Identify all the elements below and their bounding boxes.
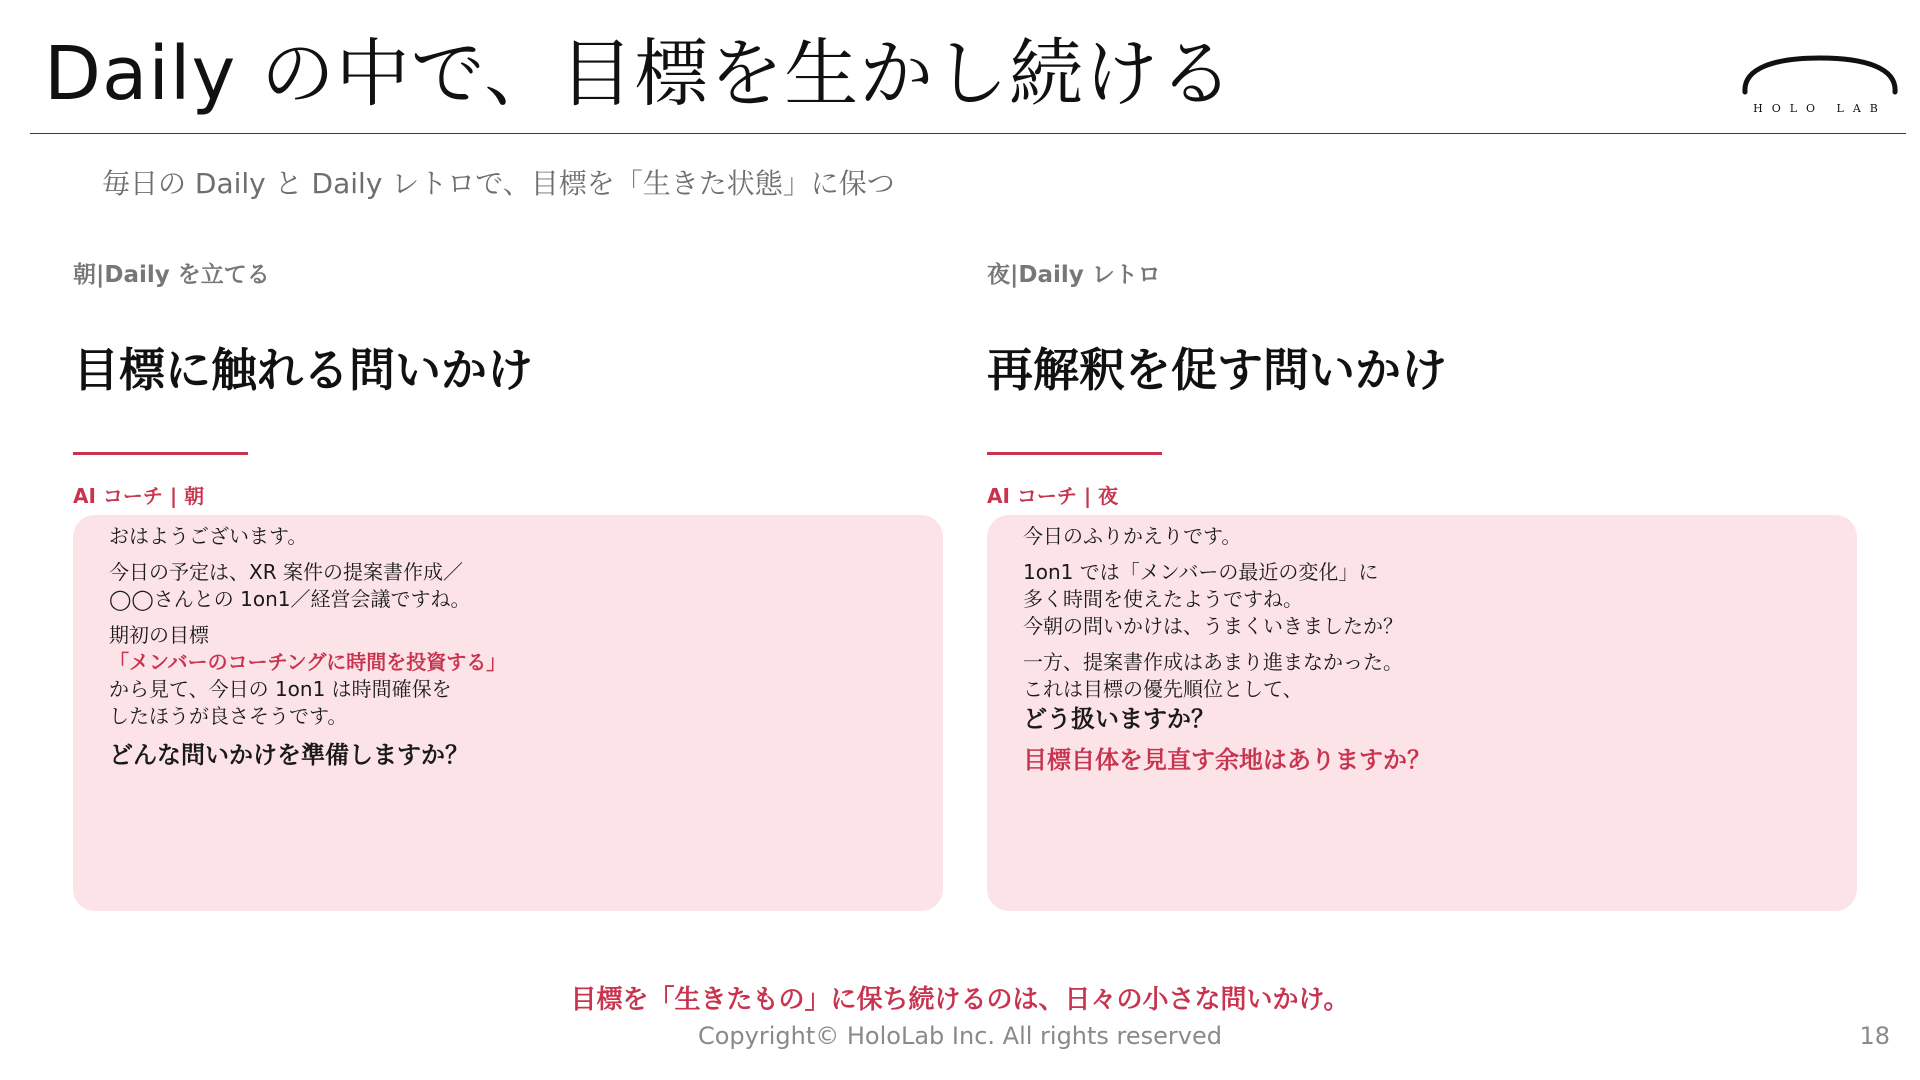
evening-panel-label: 夜|Daily レトロ <box>987 262 1161 288</box>
morning-panel-label: 朝|Daily を立てる <box>73 262 270 288</box>
coach-line: おはようございます。 <box>109 524 308 548</box>
evening-panel <box>987 258 1857 911</box>
evening-coach-card <box>987 515 1857 911</box>
slide-subtitle: 毎日の Daily と Daily レトロで、目標を「生きた状態」に保つ <box>102 167 895 200</box>
coach-highlight-goal: 「メンバーのコーチングに時間を投資する」 <box>109 650 507 674</box>
coach-line: から見て、今日の 1on1 は時間確保を <box>109 677 452 701</box>
morning-panel <box>73 258 943 911</box>
coach-line: 今朝の問いかけは、うまくいきましたか？ <box>1023 614 1403 638</box>
morning-coach-card <box>73 515 943 911</box>
logo-arc-icon <box>1735 52 1905 102</box>
coach-line: 期初の目標 <box>109 623 209 647</box>
coach-line: 多く時間を使えたようですね。 <box>1023 587 1303 611</box>
page-number: 18 <box>1859 1022 1890 1050</box>
morning-panel-heading: 目標に触れる問いかけ <box>73 343 533 397</box>
coach-line: 1on1 では「メンバーの最近の変化」に <box>1023 560 1379 584</box>
evening-coach-label: AI コーチ | 夜 <box>987 484 1119 508</box>
coach-question-highlight: 目標自体を見直す余地はありますか？ <box>1023 746 1431 774</box>
coach-line: 一方、提案書作成はあまり進まなかった。 <box>1023 650 1403 674</box>
title-divider <box>30 133 1906 134</box>
evening-accent-rule <box>987 452 1162 455</box>
coach-line: 今日の予定は、XR 案件の提案書作成／ <box>109 560 463 584</box>
evening-panel-heading: 再解釈を促す問いかけ <box>987 343 1447 397</box>
morning-accent-rule <box>73 452 248 455</box>
coach-question: どんな問いかけを準備しますか？ <box>109 741 469 769</box>
coach-question: どう扱いますか？ <box>1023 705 1215 733</box>
footer-message: 目標を「生きたもの」に保ち続けるのは、日々の小さな問いかけ。 <box>570 985 1350 1015</box>
morning-coach-label: AI コーチ | 朝 <box>73 484 205 508</box>
slide-title: Daily の中で、目標を生かし続ける <box>44 31 1235 117</box>
coach-line: 今日のふりかえりです。 <box>1023 524 1242 548</box>
coach-line: これは目標の優先順位として、 <box>1023 677 1303 701</box>
copyright: Copyright© HoloLab Inc. All rights reserved <box>697 1022 1222 1050</box>
coach-line: ◯◯さんとの 1on1／経営会議ですね。 <box>109 587 471 611</box>
coach-line: したほうが良さそうです。 <box>109 704 348 728</box>
logo-text: HOLO LAB <box>1753 102 1887 115</box>
hololab-logo <box>1735 52 1905 118</box>
